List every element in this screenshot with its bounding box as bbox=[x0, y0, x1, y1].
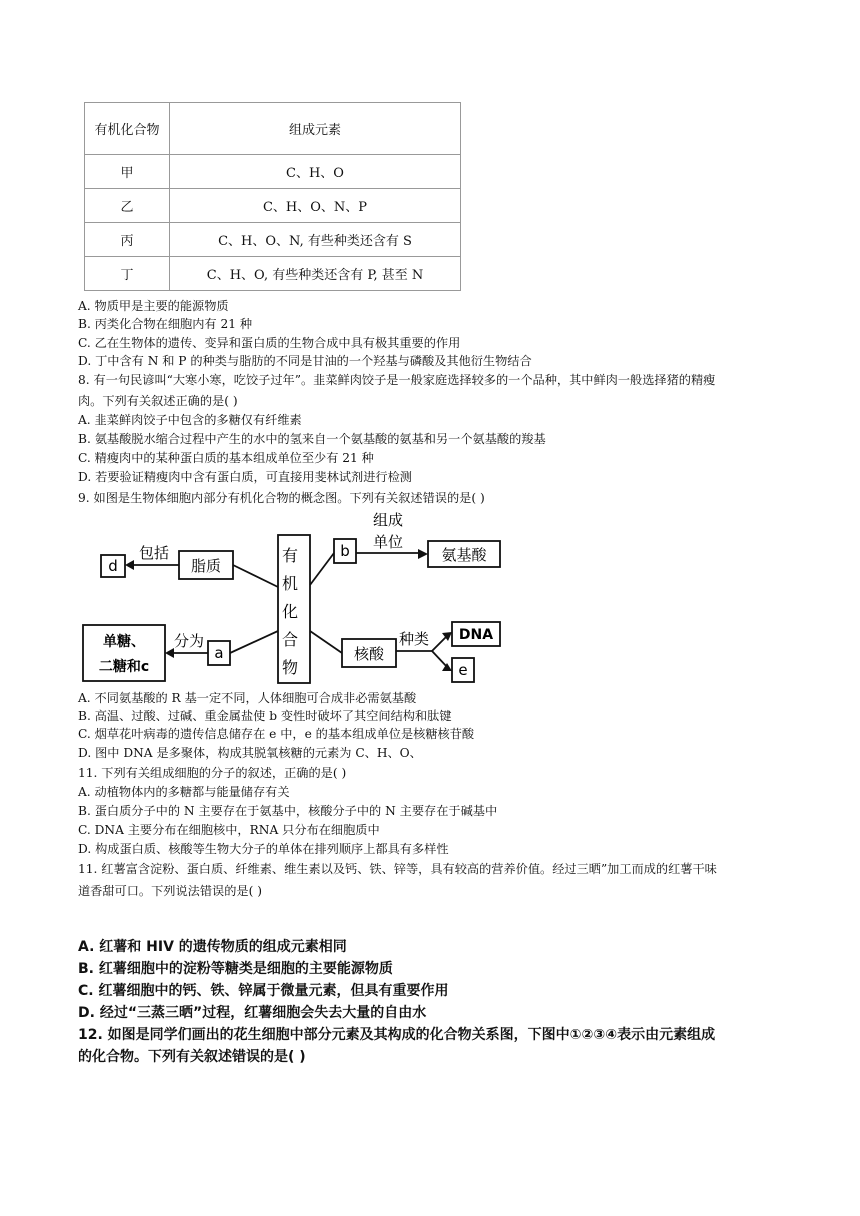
table-row bbox=[85, 155, 461, 189]
table-cell: C、H、O bbox=[170, 155, 461, 189]
q11a-option-a: A. 动植物体内的多糖都与能量储存有关 bbox=[78, 785, 290, 799]
dna-label: DNA bbox=[458, 627, 494, 643]
q12-stem-line1: 12. 如图是同学们画出的花生细胞中部分元素及其构成的化合物关系图，下图中①②③④表示由元素组成 bbox=[78, 1027, 716, 1043]
center-char-1: 有 bbox=[281, 546, 299, 565]
center-char-2: 机 bbox=[281, 574, 299, 593]
table-row bbox=[85, 189, 461, 223]
q11b-option-c: C. 红薯细胞中的钙、铁、锌属于微量元素，但具有重要作用 bbox=[78, 983, 449, 999]
table-row bbox=[85, 223, 461, 257]
center-char-3: 化 bbox=[281, 602, 299, 621]
q9-option-d: D. 图中 DNA 是多聚体，构成其脱氧核糖的元素为 C、H、O、 bbox=[78, 746, 422, 760]
q11a-option-b: B. 蛋白质分子中的 N 主要存在于氨基中，核酸分子中的 N 主要存在于碱基中 bbox=[78, 804, 498, 818]
q11a-stem: 11. 下列有关组成细胞的分子的叙述，正确的是( ) bbox=[78, 766, 347, 780]
a-label: a bbox=[214, 644, 224, 662]
table-cell: C、H、O、N, 有些种类还含有 S bbox=[170, 223, 461, 257]
q8-option-d: D. 若要验证精瘦肉中含有蛋白质，可直接用斐林试剂进行检测 bbox=[78, 470, 412, 484]
table-header-row bbox=[85, 103, 461, 155]
divide-label: 分为 bbox=[173, 632, 205, 650]
q11b-stem-line2: 道香甜可口。下列说法错误的是( ) bbox=[78, 884, 263, 898]
q11a-option-c: C. DNA 主要分布在细胞核中，RNA 只分布在细胞质中 bbox=[78, 823, 380, 837]
q9-option-b: B. 高温、过酸、过碱、重金属盐使 b 变性时破坏了其空间结构和肽键 bbox=[78, 709, 452, 723]
sugar-label-line1: 单糖、 bbox=[103, 634, 145, 650]
q8-stem-line2: 肉。下列有关叙述正确的是( ) bbox=[78, 394, 238, 408]
kind-label: 种类 bbox=[398, 630, 430, 648]
center-char-5: 物 bbox=[281, 658, 299, 677]
include-label: 包括 bbox=[138, 544, 170, 562]
q11b-option-a: A. 红薯和 HIV 的遗传物质的组成元素相同 bbox=[78, 939, 347, 955]
table-cell: C、H、O、N、P bbox=[170, 189, 461, 223]
e-label: e bbox=[458, 661, 468, 679]
q11a-option-d: D. 构成蛋白质、核酸等生物大分子的单体在排列顺序上都具有多样性 bbox=[78, 842, 449, 856]
organic-compound-table bbox=[84, 102, 461, 291]
table-row bbox=[85, 257, 461, 291]
q7-option-d: D. 丁中含有 N 和 P 的种类与脂肪的不同是甘油的一个羟基与磷酸及其他衍生物结合 bbox=[78, 354, 532, 368]
table-cell: 丁 bbox=[85, 257, 170, 291]
d-label: d bbox=[108, 557, 118, 575]
q9-stem: 9. 如图是生物体细胞内部分有机化合物的概念图。下列有关叙述错误的是( ) bbox=[78, 491, 485, 505]
q11b-stem-line1: 11. 红薯富含淀粉、蛋白质、纤维素、维生素以及钙、铁、锌等，具有较高的营养价值。经过三晒”加工而成的红薯干味 bbox=[78, 862, 717, 876]
q8-option-c: C. 精瘦肉中的某种蛋白质的基本组成单位至少有 21 种 bbox=[78, 451, 374, 465]
q9-option-c: C. 烟草花叶病毒的遗传信息储存在 e 中，e 的基本组成单位是核糖核苷酸 bbox=[78, 727, 475, 741]
sugar-label-line2: 二糖和c bbox=[98, 659, 150, 675]
q7-option-b: B. 丙类化合物在细胞内有 21 种 bbox=[78, 317, 253, 331]
unit-label: 单位 bbox=[372, 533, 404, 551]
table-header-cell: 组成元素 bbox=[170, 103, 461, 155]
q11b-option-d: D. 经过“三蒸三晒”过程，红薯细胞会失去大量的自由水 bbox=[78, 1005, 427, 1021]
organic-compound-concept-map bbox=[78, 505, 518, 685]
b-label: b bbox=[340, 542, 350, 560]
table-cell: 甲 bbox=[85, 155, 170, 189]
table-cell: 乙 bbox=[85, 189, 170, 223]
q7-option-a: A. 物质甲是主要的能源物质 bbox=[78, 299, 229, 313]
compose-label: 组成 bbox=[372, 511, 404, 529]
q8-option-b: B. 氨基酸脱水缩合过程中产生的水中的氢来自一个氨基酸的氨基和另一个氨基酸的羧基 bbox=[78, 432, 546, 446]
table-header-cell: 有机化合物 bbox=[85, 103, 170, 155]
table-cell: 丙 bbox=[85, 223, 170, 257]
q8-option-a: A. 韭菜鲜肉饺子中包含的多糖仅有纤维素 bbox=[78, 413, 302, 427]
table-cell: C、H、O, 有些种类还含有 P, 甚至 N bbox=[170, 257, 461, 291]
q11b-option-b: B. 红薯细胞中的淀粉等糖类是细胞的主要能源物质 bbox=[78, 961, 393, 977]
q9-option-a: A. 不同氨基酸的 R 基一定不同，人体细胞可合成非必需氨基酸 bbox=[78, 691, 417, 705]
amino-acid-label: 氨基酸 bbox=[441, 546, 487, 564]
nucleic-acid-label: 核酸 bbox=[353, 645, 385, 663]
lipid-label: 脂质 bbox=[190, 557, 222, 575]
q8-stem-line1: 8. 有一句民谚叫“大寒小寒，吃饺子过年”。韭菜鲜肉饺子是一般家庭选择较多的一个品种，其中鲜肉一般选择猪的精瘦 bbox=[78, 373, 716, 387]
q7-option-c: C. 乙在生物体的遗传、变异和蛋白质的生物合成中具有极其重要的作用 bbox=[78, 336, 461, 350]
q12-stem-line2: 的化合物。下列有关叙述错误的是( ) bbox=[78, 1049, 306, 1065]
center-char-4: 合 bbox=[281, 630, 299, 649]
